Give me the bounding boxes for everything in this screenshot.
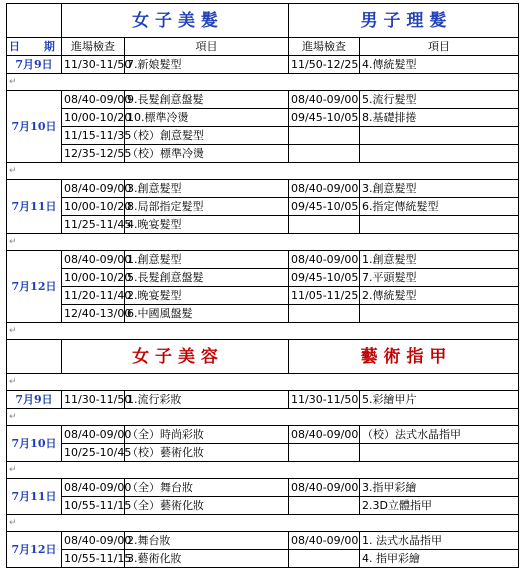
spacer-row [7, 374, 519, 391]
schedule-row [7, 198, 519, 216]
item-cell: 7.新娘髮型 [125, 56, 289, 74]
check-time-cell-right: 09/45-10/05 [289, 109, 360, 127]
check-time-cell: 10/55-11/15 [62, 497, 125, 515]
check-time-cell-right: 08/40-09/00 [289, 251, 360, 269]
check-time-cell: 12/35-12/55 [62, 145, 125, 163]
check-time-cell-right: 08/40-09/00 [289, 180, 360, 198]
check-time-cell: 08/40-09/00 [62, 251, 125, 269]
schedule-row [7, 444, 519, 462]
schedule-row [7, 287, 519, 305]
item-cell: 3.藝術化妝 [125, 550, 289, 568]
section-title-womens-hair: 女 子 美 髮 [62, 4, 289, 38]
spacer-row [7, 409, 519, 426]
schedule-row [7, 532, 519, 550]
schedule-row [7, 391, 519, 409]
check-time-cell: 11/30-11/50 [62, 56, 125, 74]
schedule-row [7, 180, 519, 198]
col-header-item-right: 項目 [360, 38, 519, 56]
check-time-cell: 10/55-11/15 [62, 550, 125, 568]
schedule-row [7, 109, 519, 127]
check-time-cell: 11/15-11/35 [62, 127, 125, 145]
check-time-cell: 10/00-10/20 [62, 198, 125, 216]
check-time-cell-right: 11/05-11/25 [289, 287, 360, 305]
item-cell: （全）舞台妝 [125, 479, 289, 497]
item-cell-right: 2.傳統髮型 [360, 287, 519, 305]
spacer-row [7, 234, 519, 251]
item-cell-right: 3.創意髮型 [360, 180, 519, 198]
date-cell: 7月9日 [7, 56, 62, 74]
spacer-row [7, 515, 519, 532]
item-cell: 8.局部指定髮型 [125, 198, 289, 216]
check-time-cell-right: 08/40-09/00 [289, 91, 360, 109]
spacer-row [7, 462, 519, 479]
header-blank-cell [7, 4, 62, 38]
check-time-cell-right [289, 216, 360, 234]
item-cell-right: 6.指定傳統髮型 [360, 198, 519, 216]
item-cell-right [360, 305, 519, 323]
check-time-cell: 08/40-09/00 [62, 180, 125, 198]
check-time-cell-right [289, 305, 360, 323]
item-cell: （全）時尚彩妝 [125, 426, 289, 444]
check-time-cell: 11/25-11/45 [62, 216, 125, 234]
item-cell: 9.長髮創意盤髮 [125, 91, 289, 109]
schedule-row [7, 426, 519, 444]
item-cell-right: 7.平頭髮型 [360, 269, 519, 287]
spacer-row [7, 74, 519, 91]
check-time-cell-right [289, 444, 360, 462]
check-time-cell-right: 08/40-09/00 [289, 479, 360, 497]
check-time-cell: 08/40-09/00 [62, 479, 125, 497]
item-cell-right: 8.基礎排捲 [360, 109, 519, 127]
item-cell-right: 2.3D立體指甲 [360, 497, 519, 515]
schedule-row [7, 127, 519, 145]
item-cell: 2.晚宴髮型 [125, 287, 289, 305]
item-cell-right [360, 216, 519, 234]
check-time-cell-right: 09/45-10/05 [289, 198, 360, 216]
check-time-cell: 10/25-10/45 [62, 444, 125, 462]
check-time-cell: 08/40-09/00 [62, 426, 125, 444]
check-time-cell-right [289, 497, 360, 515]
item-cell: （校）藝術化妝 [125, 444, 289, 462]
date-cell: 7月9日 [7, 391, 62, 409]
schedule-row [7, 269, 519, 287]
schedule-row [7, 497, 519, 515]
header-blank-cell [7, 340, 62, 374]
item-cell-right [360, 444, 519, 462]
check-time-cell-right [289, 145, 360, 163]
item-cell-right: 3.指甲彩繪 [360, 479, 519, 497]
item-cell-right [360, 127, 519, 145]
spacer-cell: ↵ [7, 234, 519, 251]
item-cell: 10.標準冷燙 [125, 109, 289, 127]
schedule-row [7, 251, 519, 269]
item-cell: 6.中國風盤髮 [125, 305, 289, 323]
spacer-cell: ↵ [7, 323, 519, 340]
check-time-cell: 08/40-09/00 [62, 532, 125, 550]
section-title-womens-beauty: 女 子 美 容 [62, 340, 289, 374]
section-header-row [7, 4, 519, 38]
spacer-row [7, 163, 519, 180]
spacer-cell: ↵ [7, 409, 519, 426]
item-cell: （全）藝術化妝 [125, 497, 289, 515]
check-time-cell-right: 11/50-12/25 [289, 56, 360, 74]
schedule-table [6, 3, 519, 568]
item-cell: （校）創意髮型 [125, 127, 289, 145]
check-time-cell-right: 08/40-09/00 [289, 426, 360, 444]
column-header-row [7, 38, 519, 56]
item-cell: 1.流行彩妝 [125, 391, 289, 409]
date-cell: 7月10日 [7, 426, 62, 462]
check-time-cell: 11/20-11/40 [62, 287, 125, 305]
schedule-row [7, 145, 519, 163]
date-cell: 7月10日 [7, 91, 62, 163]
spacer-row [7, 323, 519, 340]
col-header-check-right: 進場檢查 [289, 38, 360, 56]
date-cell: 7月12日 [7, 251, 62, 323]
item-cell: 3.創意髮型 [125, 180, 289, 198]
check-time-cell: 12/40-13/00 [62, 305, 125, 323]
date-cell: 7月12日 [7, 532, 62, 568]
check-time-cell-right: 11/30-11/50 [289, 391, 360, 409]
item-cell-right: 1.創意髮型 [360, 251, 519, 269]
check-time-cell: 10/00-10/20 [62, 269, 125, 287]
item-cell: 2.舞台妝 [125, 532, 289, 550]
item-cell-right [360, 145, 519, 163]
check-time-cell: 10/00-10/20 [62, 109, 125, 127]
item-cell-right: 5.彩繪甲片 [360, 391, 519, 409]
section-title-mens-hair: 男 子 理 髮 [289, 4, 519, 38]
schedule-row [7, 91, 519, 109]
item-cell: 1.創意髮型 [125, 251, 289, 269]
date-cell: 7月11日 [7, 479, 62, 515]
check-time-cell: 11/30-11/50 [62, 391, 125, 409]
schedule-row [7, 305, 519, 323]
schedule-row [7, 479, 519, 497]
item-cell: 4.晚宴髮型 [125, 216, 289, 234]
section-title-nail-art: 藝 術 指 甲 [289, 340, 519, 374]
spacer-cell: ↵ [7, 515, 519, 532]
item-cell-right: （校）法式水晶指甲 [360, 426, 519, 444]
spacer-cell: ↵ [7, 163, 519, 180]
schedule-row [7, 216, 519, 234]
check-time-cell: 08/40-09/00 [62, 91, 125, 109]
item-cell: 5.長髮創意盤髮 [125, 269, 289, 287]
col-header-date: 日 期 [7, 38, 62, 56]
check-time-cell-right: 09/45-10/05 [289, 269, 360, 287]
item-cell-right: 4.傳統髮型 [360, 56, 519, 74]
item-cell-right: 1. 法式水晶指甲 [360, 532, 519, 550]
col-header-check: 進場檢查 [62, 38, 125, 56]
check-time-cell-right [289, 127, 360, 145]
spacer-cell: ↵ [7, 374, 519, 391]
item-cell-right: 4. 指甲彩繪 [360, 550, 519, 568]
schedule-row [7, 550, 519, 568]
check-time-cell-right: 08/40-09/00 [289, 532, 360, 550]
item-cell: （校）標準冷燙 [125, 145, 289, 163]
spacer-cell: ↵ [7, 74, 519, 91]
spacer-cell: ↵ [7, 462, 519, 479]
col-header-item: 項目 [125, 38, 289, 56]
date-cell: 7月11日 [7, 180, 62, 234]
section-header-row-2 [7, 340, 519, 374]
schedule-row [7, 56, 519, 74]
check-time-cell-right [289, 550, 360, 568]
item-cell-right: 5.流行髮型 [360, 91, 519, 109]
